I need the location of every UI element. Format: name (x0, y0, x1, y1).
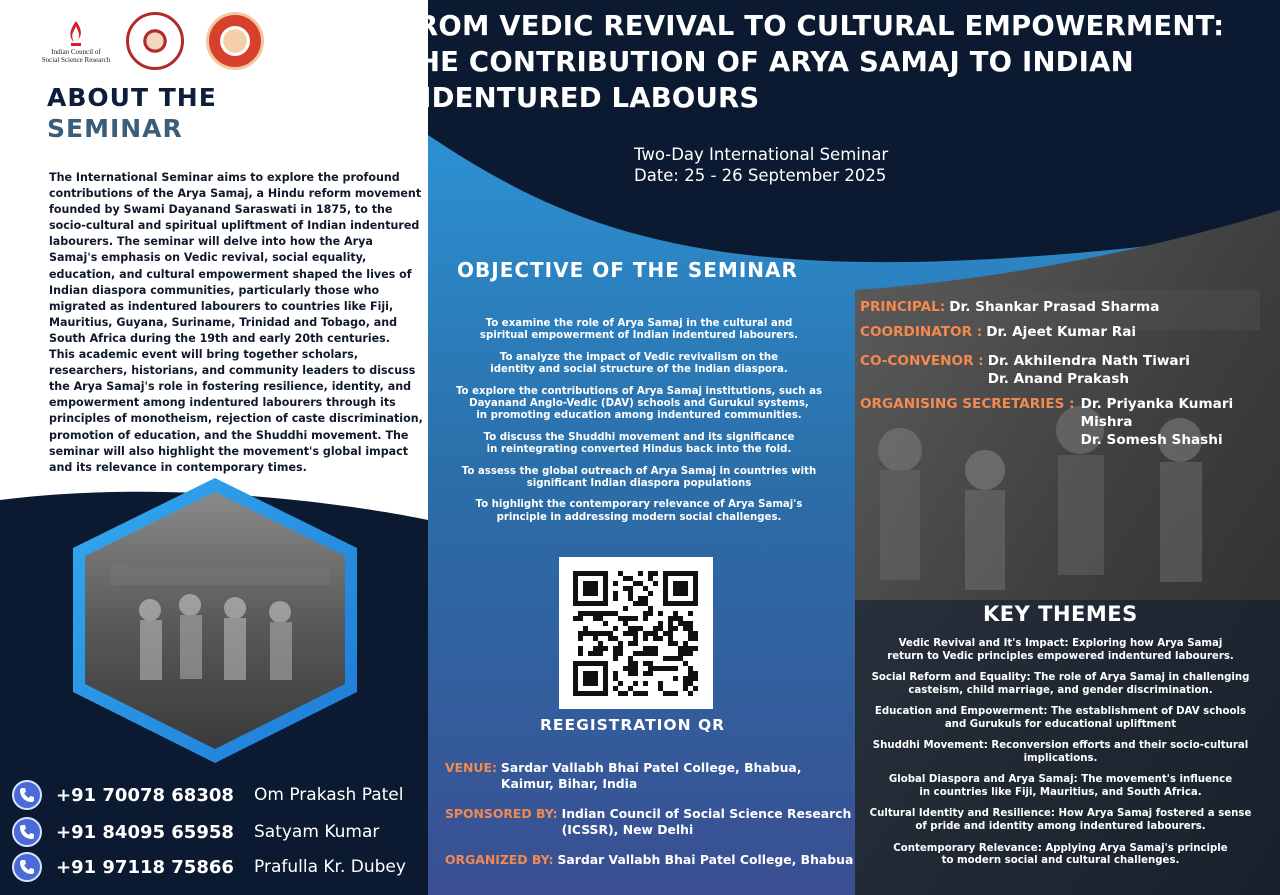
college-seal-logo (126, 12, 184, 70)
contact-name: Prafulla Kr. Dubey (254, 857, 406, 877)
key-theme-item: Education and Empowerment: The establishment of DAV schools and Gurukuls for educational upliftment (874, 706, 1247, 730)
about-text (49, 170, 424, 476)
contact-phone: +91 97118 75866 (56, 856, 234, 878)
registration-qr-label: REEGISTRATION QR (540, 716, 726, 734)
contact-row[interactable] (12, 817, 432, 847)
poster-title-line1: FROM VEDIC REVIVAL TO CULTURAL EMPOWERMENT: (398, 10, 1225, 42)
objective-list (440, 318, 838, 533)
organizer-value: Sardar Vallabh Bhai Patel College, Bhabua (557, 852, 854, 867)
convenor-label: CO-CONVENOR : (860, 353, 984, 369)
organizer-label: ORGANIZED BY: (445, 852, 554, 867)
coordinator-value: Dr. Ajeet Kumar Rai (986, 324, 1137, 340)
secretaries-label: ORGANISING SECRETARIES : (860, 396, 1075, 412)
sponsor-row (445, 806, 865, 838)
principal-value: Dr. Shankar Prasad Sharma (949, 299, 1160, 315)
objective-item: To highlight the contemporary relevance of Arya Samaj's principle in addressing modern social challenges. (475, 499, 803, 523)
key-theme-item: Shuddhi Movement: Reconversion efforts and their socio-cultural implications. (872, 740, 1249, 765)
about-paragraph-1: The International Seminar aims to explore the profound contributions of the Arya Samaj, a Hindu reform movement founded by Swami Dayanand Saraswati in 1875, to the socio-cultural and spiritual upliftment of Indian indentured labourers. The seminar will delve into how the Arya Samaj's emphasis on Vedic revival, social equality, education, and cultural empowerment shaped the lives of Indian diaspora communities, particularly those who migrated as indentured labourers to countries like Fiji, Mauritius, Guyana, Suriname, Trinidad and Tobago, and South Africa during the 19th and early 20th centuries. (49, 171, 422, 345)
icssr-logo-text: Indian Council of Social Science Research (41, 48, 111, 64)
registration-qr-code[interactable] (559, 557, 713, 709)
phone-icon (12, 852, 42, 882)
key-theme-item: Contemporary Relevance: Applying Arya Samaj's principle to modern social and cultural challenges. (893, 842, 1228, 867)
organizer-row (445, 852, 865, 868)
secretaries-row (860, 395, 1270, 449)
contact-phone: +91 84095 65958 (56, 821, 234, 843)
arya-samaj-seal-logo (206, 12, 264, 70)
secretaries-value: Dr. Priyanka Kumari Mishra Dr. Somesh Shashi (1080, 396, 1234, 448)
poster-title-line3: INDENTURED LABOURS (398, 82, 760, 114)
phone-icon (12, 780, 42, 810)
key-theme-item: Cultural Identity and Resilience: How Arya Samaj fostered a sense of pride and identity among indentured labourers. (869, 808, 1252, 833)
contact-row[interactable] (12, 852, 432, 882)
key-theme-item: Vedic Revival and It's Impact: Exploring how Arya Samaj return to Vedic principles empowered indentured labourers. (887, 638, 1234, 662)
contact-name: Om Prakash Patel (254, 785, 404, 805)
key-themes-list (858, 638, 1263, 877)
poster-title (398, 8, 1268, 116)
key-themes-heading: KEY THEMES (983, 602, 1138, 626)
venue-row (445, 760, 865, 792)
objective-item: To discuss the Shuddhi movement and its significance in reintegrating converted Hindus back into the fold. (483, 431, 795, 456)
key-theme-item: Social Reform and Equality: The role of Arya Samaj in challenging casteism, child marriage, and gender discrimination. (871, 672, 1250, 696)
icssr-flame-icon (67, 20, 85, 48)
objective-item: To analyze the impact of Vedic revivalism on the identity and social structure of the Indian diaspora. (490, 351, 788, 376)
convenor-row (860, 352, 1190, 388)
coordinator-row (860, 323, 1136, 341)
sponsor-label: SPONSORED BY: (445, 806, 558, 821)
principal-row (860, 298, 1159, 316)
principal-label: PRINCIPAL: (860, 299, 946, 315)
key-theme-item: Global Diaspora and Arya Samaj: The movement's influence in countries like Fiji, Mauritius, and South Africa. (888, 774, 1233, 799)
about-heading-line1: ABOUT THE (47, 83, 217, 112)
phone-icon (12, 817, 42, 847)
seminar-subtitle-block (634, 144, 888, 186)
about-heading-line2: SEMINAR (47, 114, 183, 143)
objective-item: To examine the role of Arya Samaj in the cultural and spiritual empowerment of Indian indentured labourers. (479, 318, 799, 342)
venue-value: Sardar Vallabh Bhai Patel College, Bhabua, Kaimur, Bihar, India (500, 760, 802, 791)
contact-row[interactable] (12, 780, 432, 810)
venue-label: VENUE: (445, 760, 497, 775)
objective-heading: OBJECTIVE OF THE SEMINAR (457, 258, 798, 282)
seminar-subtitle: Two-Day International Seminar (634, 145, 889, 164)
objective-item: To explore the contributions of Arya Samaj institutions, such as Dayanand Anglo-Vedic (DAV) schools and Gurukul systems, in promoting education among indentured communities. (455, 385, 823, 422)
sponsor-value: Indian Council of Social Science Research (ICSSR), New Delhi (561, 806, 852, 837)
about-heading (47, 82, 217, 144)
coordinator-label: COORDINATOR : (860, 324, 983, 340)
convenor-value: Dr. Akhilendra Nath Tiwari Dr. Anand Prakash (987, 353, 1190, 387)
icssr-logo (30, 12, 122, 72)
seminar-date: Date: 25 - 26 September 2025 (634, 166, 887, 185)
qr-code-icon (559, 557, 713, 709)
about-paragraph-2: This academic event will bring together scholars, researchers, historians, and community leaders to discuss the Arya Samaj's role in fostering resilience, identity, and empowerment among indentured labourers through its principles of monotheism, rejection of caste discrimination, promotion of education, and the Shuddhi movement. The seminar will also highlight the movement's global impact and its relevance in contemporary times. (49, 348, 423, 474)
objective-item: To assess the global outreach of Arya Samaj in countries with significant Indian diaspora populations (461, 465, 817, 490)
contact-name: Satyam Kumar (254, 822, 380, 842)
contact-phone: +91 70078 68308 (56, 784, 234, 806)
poster-title-line2: THE CONTRIBUTION OF ARYA SAMAJ TO INDIAN (398, 46, 1134, 78)
